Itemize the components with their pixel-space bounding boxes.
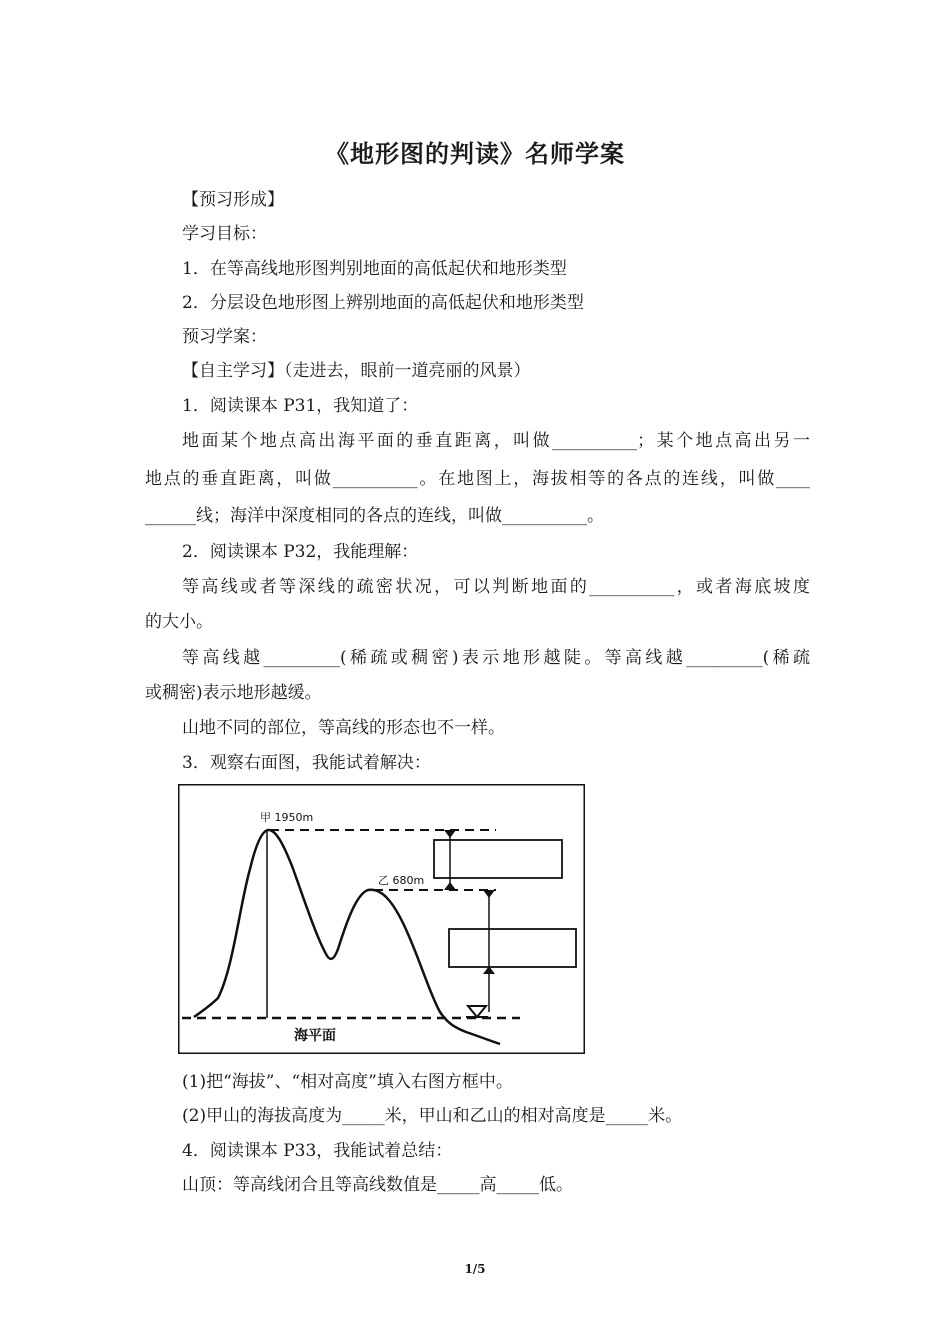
task-4-heading: 4．阅读课本 P33，我能试着总结： (182, 1141, 453, 1161)
question-1: (1)把“海拔”、“相对高度”填入右图方框中。 (182, 1072, 513, 1092)
task-3-heading: 3．观察右面图，我能试着解决： (182, 753, 431, 773)
peak-b-label: 乙 680m (378, 874, 425, 887)
section-heading-self-study: 【自主学习】（走进去，眼前一道亮丽的风景） (182, 361, 531, 381)
task-1-paragraph-line-2: 地点的垂直距离，叫做__________。在地图上，海拔相等的各点的连线，叫做____ (145, 469, 810, 489)
page-number: 1/5 (464, 1262, 486, 1276)
sea-level-label: 海平面 (294, 1028, 336, 1044)
task-1-heading: 1．阅读课本 P31，我知道了： (182, 396, 419, 416)
page-title: 《地形图的判读》名师学案 (325, 139, 625, 168)
section-heading-preview: 【预习形成】 (182, 190, 284, 210)
learning-goals-label: 学习目标： (182, 224, 267, 244)
contour-density-line-1: 等高线越_________(稀疏或稠密)表示地形越陡。等高线越_________(稀疏 (182, 648, 810, 668)
task-1-paragraph-line-3: ______线；海洋中深度相同的各点的连线，叫做__________。 (145, 506, 604, 526)
mountain-parts-text: 山地不同的部位，等高线的形态也不一样。 (182, 718, 505, 738)
peak-a-label: 甲 1950m (260, 811, 314, 824)
task-2-paragraph-line-1: 等高线或者等深线的疏密状况，可以判断地面的__________，或者海底坡度 (182, 577, 810, 597)
contour-density-line-2: 或稠密)表示地形越缓。 (145, 683, 322, 703)
task-2-paragraph-line-2: 的大小。 (145, 612, 213, 632)
preview-plan-label: 预习学案： (182, 327, 267, 347)
question-2: (2)甲山的海拔高度为_____米，甲山和乙山的相对高度是_____米。 (182, 1106, 683, 1126)
task-2-heading: 2．阅读课本 P32，我能理解： (182, 542, 419, 562)
answer-box-upper (434, 840, 562, 878)
goal-item-2: 2．分层设色地形图上辨别地面的高低起伏和地形类型 (182, 293, 584, 313)
summit-summary: 山顶：等高线闭合且等高线数值是_____高_____低。 (182, 1175, 573, 1195)
elevation-profile-figure (178, 784, 585, 1054)
task-1-paragraph-line-1: 地面某个地点高出海平面的垂直距离，叫做__________；某个地点高出另一 (182, 431, 810, 451)
answer-box-lower (449, 929, 576, 967)
goal-item-1: 1．在等高线地形图判别地面的高低起伏和地形类型 (182, 259, 567, 279)
